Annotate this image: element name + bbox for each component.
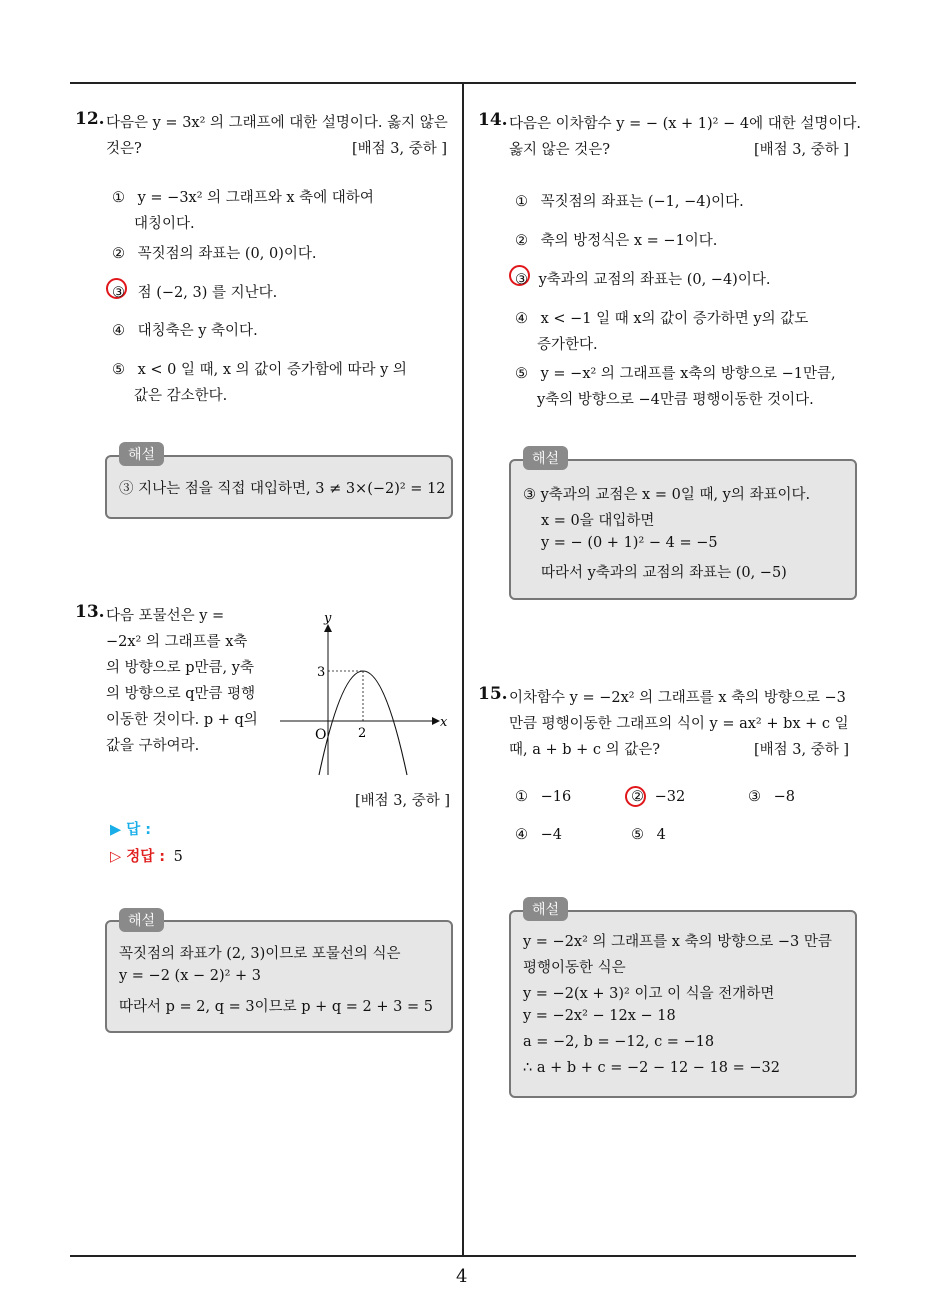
parabola-curve [319,671,407,775]
q13-score: [배점 3, 중하 ] [355,793,451,809]
solution-line: ∴ a + b + c = −2 − 12 − 18 = −32 [523,1060,780,1076]
q14-solution-box [509,459,857,600]
solution-line: y = − (0 + 1)² − 4 = −5 [541,535,718,551]
q14-solution-tag: 해설 [523,446,568,470]
q12-option-5-cont: 값은 감소한다. [134,388,228,404]
origin-label: O [315,727,327,743]
option-text: x < −1 일 때 x의 값이 증가하면 y의 값도 [540,311,809,327]
q14-option-2[interactable] [513,229,717,250]
option-mark: ④ [112,323,125,339]
option-text: y = −x² 의 그래프를 x축의 방향으로 −1만큼, [540,366,836,382]
option-mark: ④ [515,827,528,843]
q14-option-5[interactable] [513,362,836,383]
option-mark: ③ [515,272,528,288]
q12-number: 12. [75,109,105,129]
solution-line: 따라서 p = 2, q = 3이므로 p + q = 2 + 3 = 5 [119,999,433,1015]
q15-option-2[interactable] [629,789,685,805]
q13-number: 13. [75,602,105,622]
q12-score: [배점 3, 중하 ] [352,141,448,157]
option-mark: ② [112,246,125,262]
q15-solution-tag: 해설 [523,897,568,921]
q15-number: 15. [478,684,508,704]
option-text: 점 (−2, 3) 를 지난다. [137,285,278,301]
q13-solution-tag: 해설 [119,908,164,932]
q12-option-4[interactable] [110,319,258,340]
q14-option-4-cont: 증가한다. [537,337,598,353]
option-mark: ② [631,789,644,805]
q14-stem-line2: 옳지 않은 것은? [509,142,611,158]
q15-option-5[interactable] [629,827,666,843]
option-mark: ③ [112,285,125,301]
option-mark: ① [515,789,528,805]
q13-stem-line1: 다음 포물선은 y = [106,608,225,624]
q13-parabola-graph [275,610,455,780]
q15-option-4[interactable] [513,827,562,843]
correct-label: ▷ 정답 : [110,849,166,865]
option-text: y축과의 교점의 좌표는 (0, −4)이다. [538,272,771,288]
q12-stem-line2: 것은? [106,141,142,157]
q13-answer-label [110,818,151,839]
option-mark: ② [515,233,528,249]
q13-stem-line4: 의 방향으로 q만큼 평행 [106,686,256,702]
answer-arrow-label: ▶ 답 : [110,822,152,838]
q15-score: [배점 3, 중하 ] [754,742,850,758]
option-text: x < 0 일 때, x 의 값이 증가함에 따라 y 의 [137,362,407,378]
q15-stem-line2: 만큼 평행이동한 그래프의 식이 y = ax² + bx + c 일 [509,716,849,732]
tick-label-x: 2 [358,726,367,741]
option-text: 대칭축은 y 축이다. [137,323,258,339]
y-axis-label: y [324,611,332,626]
q13-stem-line3: 의 방향으로 p만큼, y축 [106,660,254,676]
q13-stem-line5: 이동한 것이다. p + q의 [106,712,258,728]
q12-option-2[interactable] [110,242,316,263]
solution-line: 꼭짓점의 좌표가 (2, 3)이므로 포물선의 식은 [119,946,401,962]
q15-solution-box [509,910,857,1098]
solution-line: y = −2x² − 12x − 18 [523,1008,676,1024]
q15-stem-line3: 때, a + b + c 의 값은? [509,742,661,758]
column-divider [462,84,464,1256]
option-text: 꼭짓점의 좌표는 (−1, −4)이다. [540,194,744,210]
solution-line: a = −2, b = −12, c = −18 [523,1034,715,1050]
q14-number: 14. [478,110,508,130]
bottom-rule [70,1255,856,1257]
solution-line: ③ 지나는 점을 직접 대입하면, 3 ≠ 3×(−2)² = 12 [119,481,446,497]
q13-solution-box [105,920,453,1033]
q12-solution-tag: 해설 [119,442,164,466]
solution-line: 평행이동한 식은 [523,960,626,976]
q12-option-1[interactable] [110,186,374,207]
option-text: −4 [540,827,562,843]
correct-value: 5 [173,849,183,865]
option-mark: ③ [748,789,761,805]
q13-stem-line6: 값을 구하여라. [106,738,200,754]
option-mark: ① [112,190,125,206]
solution-line: ③ y축과의 교점은 x = 0일 때, y의 좌표이다. [523,487,811,503]
q14-score: [배점 3, 중하 ] [754,142,850,158]
q13-correct-answer [110,845,183,866]
q12-option-1-cont: 대칭이다. [134,216,195,232]
q14-option-3[interactable] [513,268,770,289]
q14-option-1[interactable] [513,190,744,211]
option-text: 꼭짓점의 좌표는 (0, 0)이다. [137,246,317,262]
q15-option-3[interactable] [746,789,795,805]
option-text: −32 [654,789,686,805]
option-text: 축의 방정식은 x = −1이다. [540,233,718,249]
q12-option-3[interactable] [110,281,277,302]
option-text: −8 [773,789,795,805]
tick-label-y: 3 [317,665,326,680]
option-text: y = −3x² 의 그래프와 x 축에 대하여 [137,190,374,206]
page-number: 4 [456,1266,468,1287]
option-mark: ⑤ [112,362,125,378]
q12-stem-line1: 다음은 y = 3x² 의 그래프에 대한 설명이다. 옳지 않은 [106,115,448,131]
q14-stem-line1: 다음은 이차함수 y = − (x + 1)² − 4에 대한 설명이다. [509,116,861,132]
solution-line: x = 0을 대입하면 [541,513,655,529]
x-axis-label: x [440,715,448,730]
x-axis-arrow [432,717,440,725]
option-text: −16 [540,789,572,805]
q14-option-4[interactable] [513,307,808,328]
option-mark: ⑤ [631,827,644,843]
solution-line: y = −2x² 의 그래프를 x 축의 방향으로 −3 만큼 [523,934,832,950]
solution-line: 따라서 y축과의 교점의 좌표는 (0, −5) [541,565,787,581]
solution-line: y = −2(x + 3)² 이고 이 식을 전개하면 [523,986,775,1002]
option-text: 4 [656,827,666,843]
q13-stem-line2: −2x² 의 그래프를 x축 [106,634,248,650]
q12-option-5[interactable] [110,358,407,379]
q15-stem-line1: 이차함수 y = −2x² 의 그래프를 x 축의 방향으로 −3 [509,690,846,706]
option-mark: ④ [515,311,528,327]
q14-option-5-cont: y축의 방향으로 −4만큼 평행이동한 것이다. [537,392,814,408]
option-mark: ① [515,194,528,210]
q15-option-1[interactable] [513,789,571,805]
solution-line: y = −2 (x − 2)² + 3 [119,968,262,984]
option-mark: ⑤ [515,366,528,382]
